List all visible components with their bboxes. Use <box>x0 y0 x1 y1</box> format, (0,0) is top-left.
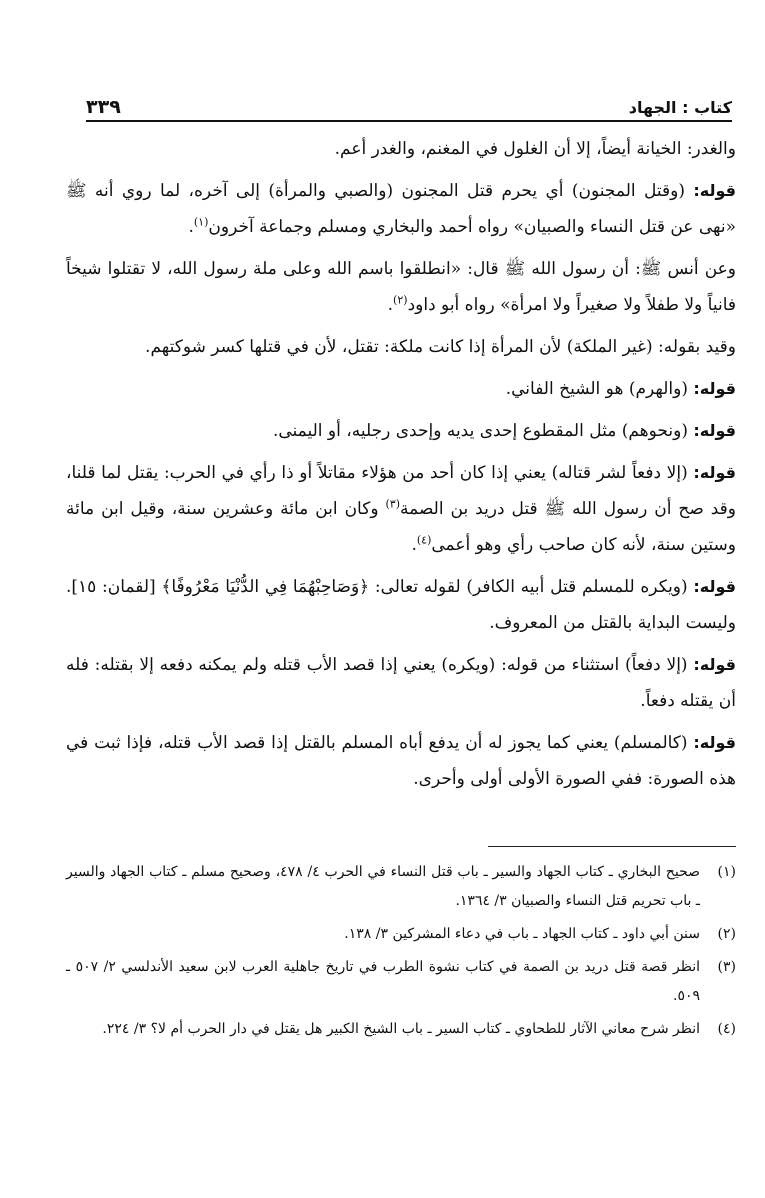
paragraph <box>66 251 736 323</box>
paragraph-keyword: قوله: <box>693 577 737 596</box>
paragraph-text: (ويكره للمسلم قتل أبيه الكافر) لقوله تعالى: ﴿وَصَاحِبْهُمَا فِي الدُّنْيَا مَعْرُوفًا﴾ [لقمان: ١٥]. وليست البداية بالقتل من المعروف. <box>66 577 736 633</box>
paragraph-keyword: قوله: <box>693 733 737 752</box>
footnote-number: (٢) <box>717 926 736 942</box>
footnote-text: سنن أبي داود ـ كتاب الجهاد ـ باب في دعاء المشركين ٣/ ١٣٨. <box>344 926 700 942</box>
footnote-text: انظر شرح معاني الآثار للطحاوي ـ كتاب السير ـ باب الشيخ الكبير هل يقتل في دار الحرب أم لا؟ ٣/ ٢٢٤. <box>102 1021 700 1037</box>
paragraph <box>66 413 736 449</box>
paragraph-text: (وقتل المجنون) أي يحرم قتل المجنون (والصبي والمرأة) إلى آخره، لما روي أنه ﷺ «نهى عن قتل النساء والصبيان» رواه أحمد والبخاري ومسلم وجماعة آخرون <box>66 181 736 237</box>
footnote-divider <box>488 846 736 847</box>
paragraph-text: (ونحوهم) مثل المقطوع إحدى يديه وإحدى رجليه، أو اليمنى. <box>272 421 688 441</box>
footnote-text: صحيح البخاري ـ كتاب الجهاد والسير ـ باب قتل النساء في الحرب ٤/ ٤٧٨، وصحيح مسلم ـ كتاب الجهاد والسير ـ باب تحريم قتل النساء والصبيان ٣/ ١٣٦٤. <box>66 864 700 909</box>
paragraph-text: (والهرم) هو الشيخ الفاني. <box>505 379 688 399</box>
footnote <box>66 920 736 949</box>
footnote-ref: (١) <box>193 215 209 229</box>
paragraph-text: (إلا دفعاً) استثناء من قوله: (ويكره) يعني إذا قصد الأب قتله ولم يمكنه دفعه إلا بقتله: فله أن يقتله دفعاً. <box>66 655 736 711</box>
paragraph-keyword: قوله: <box>693 655 737 674</box>
page-number: ٣٣٩ <box>86 96 121 118</box>
footnote-ref: (٣) <box>385 497 400 511</box>
footnotes <box>66 858 736 1048</box>
paragraph <box>66 173 736 245</box>
paragraph <box>66 131 736 167</box>
paragraph <box>66 455 736 563</box>
footnote-text: انظر قصة قتل دريد بن الصمة في كتاب نشوة الطرب في تاريخ جاهلية العرب لابن سعيد الأندلسي ٢/ ٥٠٧ ـ ٥٠٩. <box>66 959 700 1004</box>
footnote-number: (١) <box>717 864 736 880</box>
paragraph-keyword: قوله: <box>693 379 736 398</box>
book-title: كتاب : الجهاد <box>628 98 732 117</box>
paragraph-keyword: قوله: <box>693 421 736 440</box>
main-text <box>66 131 736 803</box>
page-header <box>86 86 732 122</box>
paragraph <box>66 647 736 719</box>
paragraph-text: وعن أنس ﷺ: أن رسول الله ﷺ قال: «انطلقوا باسم الله وعلى ملة رسول الله، لا تقتلوا شيخاً فانياً ولا طفلاً ولا صغيراً ولا امرأة» رواه أبو داود <box>66 259 736 315</box>
footnote-number: (٣) <box>717 959 736 975</box>
paragraph <box>66 725 736 797</box>
paragraph-tail: . <box>411 535 417 555</box>
paragraph-keyword: قوله: <box>693 463 737 482</box>
footnote-number: (٤) <box>717 1021 736 1037</box>
paragraph <box>66 329 736 365</box>
paragraph-tail: . <box>387 295 394 315</box>
paragraph <box>66 569 736 641</box>
footnote-ref: (٢) <box>393 293 408 307</box>
paragraph <box>66 371 736 407</box>
paragraph-text: والغدر: الخيانة أيضاً، إلا أن الغلول في المغنم، والغدر أعم. <box>334 139 736 159</box>
footnote-ref: (٤) <box>416 533 432 547</box>
paragraph-tail: . <box>188 217 194 237</box>
footnote <box>66 858 736 916</box>
footnote <box>66 953 736 1011</box>
paragraph-text: (كالمسلم) يعني كما يجوز له أن يدفع أباه المسلم بالقتل إذا قصد الأب قتله، فإذا ثبت في هذه الصورة: ففي الصورة الأولى أولى وأحرى. <box>66 733 736 789</box>
paragraph-text: وقيد بقوله: (غير الملكة) لأن المرأة إذا كانت ملكة: تقتل، لأن في قتلها كسر شوكتهم. <box>145 337 736 357</box>
paragraph-tail: وكان ابن مائة وعشرين سنة، وقيل ابن مائة وستين سنة، لأنه كان صاحب رأي وهو أعمى <box>66 499 736 555</box>
paragraph-keyword: قوله: <box>693 181 737 200</box>
paragraph-text: (إلا دفعاً لشر قتاله) يعني إذا كان أحد من هؤلاء مقاتلاً أو ذا رأي في الحرب: يقتل لما قلنا، وقد صح أن رسول الله ﷺ قتل دريد بن الصمة <box>66 463 736 519</box>
footnote <box>66 1015 736 1044</box>
